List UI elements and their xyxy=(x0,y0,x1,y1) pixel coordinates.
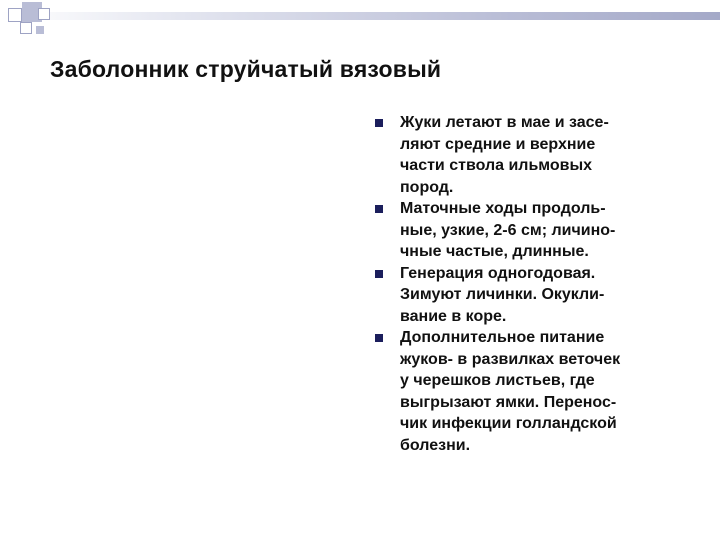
bullet-line: Генерация одногодовая. xyxy=(400,264,596,282)
bullet-line: жуков- в развилках веточек xyxy=(400,350,621,368)
bullet-line: у черешков листьев, где xyxy=(400,372,595,389)
bullet-list xyxy=(372,112,692,456)
bullet-line: части ствола ильмовых xyxy=(400,157,593,174)
bullet-line: вание в коре. xyxy=(400,307,507,325)
square-bullet-icon xyxy=(375,334,383,342)
slide-title: Заболонник струйчатый вязовый xyxy=(50,56,442,82)
bullet-line: выгрызают ямки. Перенос- xyxy=(400,393,617,411)
bullet-line: ляют средние и верхние xyxy=(400,135,596,153)
bullet-line: Дополнительное питание xyxy=(400,329,605,346)
bullet-line: пород. xyxy=(400,178,454,196)
bullet-item xyxy=(372,327,692,456)
bullet-line: болезни. xyxy=(400,436,471,454)
header-gradient-bar xyxy=(0,12,720,20)
square-bullet-icon xyxy=(375,119,383,127)
corner-square xyxy=(36,26,44,34)
bullet-line: ные, узкие, 2-6 см; личино- xyxy=(400,221,616,239)
corner-decoration xyxy=(0,0,60,45)
corner-square xyxy=(20,22,32,34)
bullet-line: Зимуют личинки. Окукли- xyxy=(400,286,605,303)
bullet-line: Маточные ходы продоль- xyxy=(400,200,606,217)
bullet-line: Жуки летают в мае и засе- xyxy=(400,114,609,131)
corner-square xyxy=(8,8,22,22)
corner-square xyxy=(38,8,50,20)
bullet-line: чик инфекции голландской xyxy=(400,415,617,432)
bullet-item xyxy=(372,198,692,263)
bullet-item xyxy=(372,112,692,198)
square-bullet-icon xyxy=(375,205,383,213)
square-bullet-icon xyxy=(375,270,383,278)
bullet-item xyxy=(372,263,692,328)
bullet-line: чные частые, длинные. xyxy=(400,243,589,260)
